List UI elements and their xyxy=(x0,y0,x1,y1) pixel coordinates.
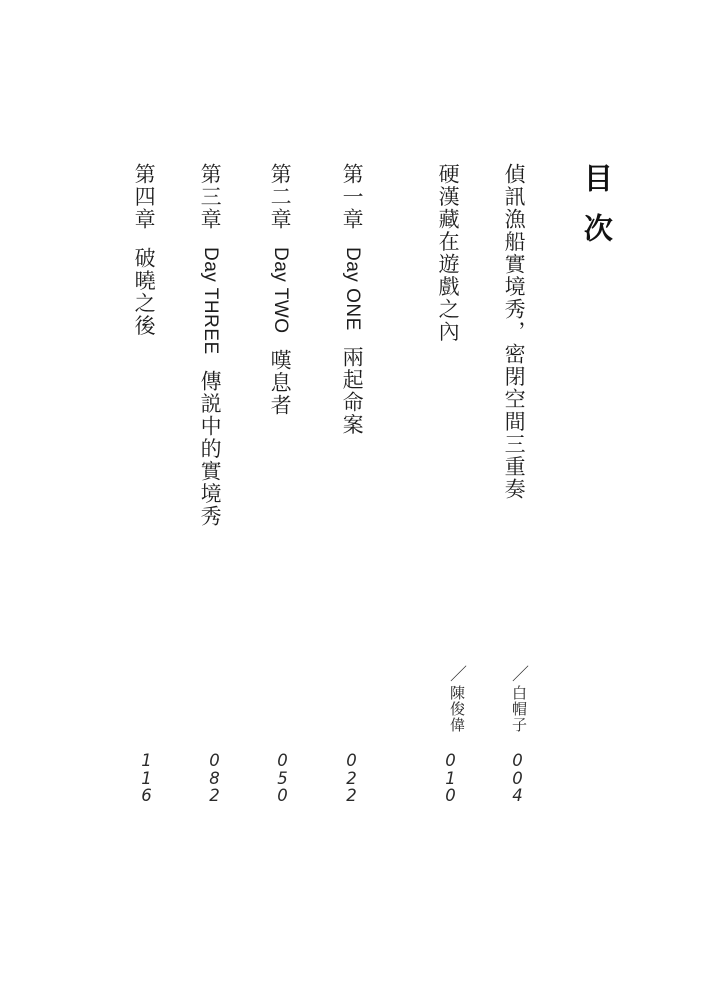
chapter-label: 第一章 xyxy=(340,163,365,231)
toc-entry-foreword-2 xyxy=(436,163,459,343)
chapter-subtitle: 嘆息者 xyxy=(268,349,293,417)
entry-title: 偵訊漁船實境秀，密閉空間三重奏 xyxy=(502,163,527,501)
toc-entry-chapter-1 xyxy=(340,163,363,436)
chapter-subtitle: 兩起命案 xyxy=(340,346,365,437)
chapter-label: 第三章 xyxy=(198,163,223,231)
chapter-label: 第四章 xyxy=(132,163,157,231)
chapter-day-label: Day TWO xyxy=(270,246,292,334)
page-title: 目次 xyxy=(579,163,612,263)
entry-title: 硬漢藏在遊戲之內 xyxy=(436,163,461,343)
page-number-chapter-2: 050 xyxy=(277,751,288,805)
chapter-day-label: Day ONE xyxy=(342,246,364,331)
chapter-subtitle: 破曉之後 xyxy=(132,246,157,337)
author-credit-foreword-1 xyxy=(506,665,531,733)
chapter-label: 第二章 xyxy=(268,163,293,231)
page-number-chapter-3: 082 xyxy=(209,751,220,805)
toc-entry-foreword-1 xyxy=(502,163,525,501)
page-number-foreword-2: 010 xyxy=(445,751,456,805)
toc-entry-chapter-4 xyxy=(132,163,155,337)
author-credit-foreword-2 xyxy=(444,665,469,733)
chapter-subtitle: 傳説中的實境秀 xyxy=(198,370,223,528)
page-number-foreword-1: 004 xyxy=(512,751,523,805)
author-slash: ／ xyxy=(447,665,466,683)
author-name: 陳俊偉 xyxy=(448,685,464,733)
toc-entry-chapter-3 xyxy=(198,163,221,528)
page-number-chapter-1: 022 xyxy=(346,751,357,805)
toc-entry-chapter-2 xyxy=(268,163,291,417)
chapter-day-label: Day THREE xyxy=(200,246,222,355)
author-slash: ／ xyxy=(509,665,528,683)
page-number-chapter-4: 116 xyxy=(141,751,152,805)
author-name: 白帽子 xyxy=(510,685,526,733)
